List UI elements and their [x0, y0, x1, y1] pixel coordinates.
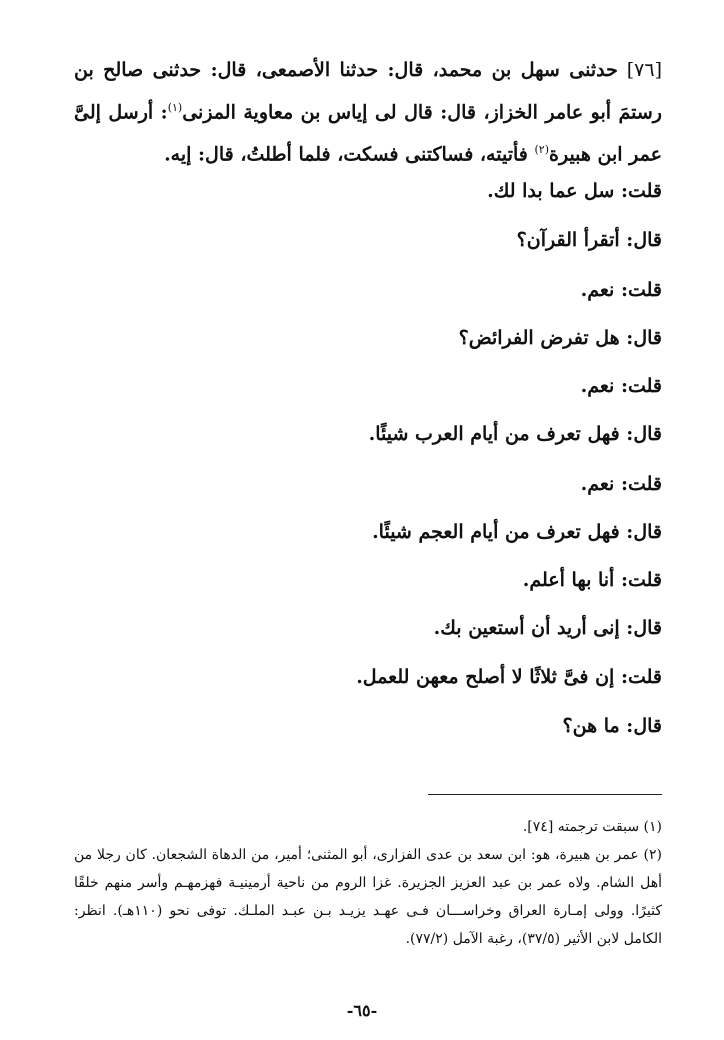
footnote-separator [428, 794, 662, 795]
dialogue-line: قلت: إن فىَّ ثلاثًا لا أصلح معهن للعمل. [356, 666, 662, 688]
dialogue-line: قلت: أنا بها أعلم. [522, 569, 662, 591]
footnote-ref-1: (١) [167, 101, 183, 114]
footnote-2: (٢) عمر بن هبيرة، هو: ابن سعد بن عدى الفزارى، أبو المثنى؛ أمير، من الدهاة الشجعان. كان رجلا من أهل الشام. ولاه عمر بن عبد العزيز الجزيرة. غزا الروم من ناحية أرمينيـة فهزمهـم وأسر منهم خلقًا كثيرًا. وولى إمـارة العراق وخراســـان فـى عهـد يزيـد بـن عبـد الملـك. توفى نحو (١١٠هـ). انظر: الكامل لابن الأثير (٣٧/٥)، رغبة الآمل (٧٧/٢). [74, 847, 662, 947]
dialogue-line: قلت: سل عما بدا لك. [487, 180, 662, 202]
dialogue-line: قلت: نعم. [580, 279, 662, 301]
opening-paragraph [74, 52, 662, 174]
paragraph-mid: : أرسل إلىَّ عمر ابن هبيرة [74, 101, 662, 166]
dialogue-line: قال: ما هن؟ [562, 715, 662, 737]
dialogue-line: قال: أتقرأ القرآن؟ [516, 229, 662, 251]
paragraph-tail: فأتيته، فساكتنى فسكت، فلما أطلتُ، قال: إيه. [164, 143, 535, 166]
page-number: -٦٥- [346, 1001, 378, 1020]
isnad-chain: حدثنى سهل بن محمد، قال: حدثنا الأصمعى، قال: حدثنى صالح بن رستمَ أبو عامر الخزاز، قال: قال لى إياس بن معاوية المزنى [74, 59, 662, 124]
dialogue-line: قال: فهل تعرف من أيام العجم شيئًا. [372, 521, 662, 543]
footnote-ref-2: (٢) [534, 143, 549, 157]
footnotes [74, 813, 662, 953]
footnote-1: (١) سبقت ترجمته [٧٤]. [522, 819, 662, 835]
narration-number: [٧٦] [626, 59, 663, 81]
dialogue-line: قلت: نعم. [580, 473, 662, 495]
dialogue-line: قال: هل تفرض الفرائض؟ [458, 327, 662, 349]
dialogue-line: قلت: نعم. [580, 375, 662, 397]
dialogue-line: قال: إنى أريد أن أستعين بك. [433, 617, 662, 639]
dialogue-line: قال: فهل تعرف من أيام العرب شيئًا. [368, 423, 662, 445]
